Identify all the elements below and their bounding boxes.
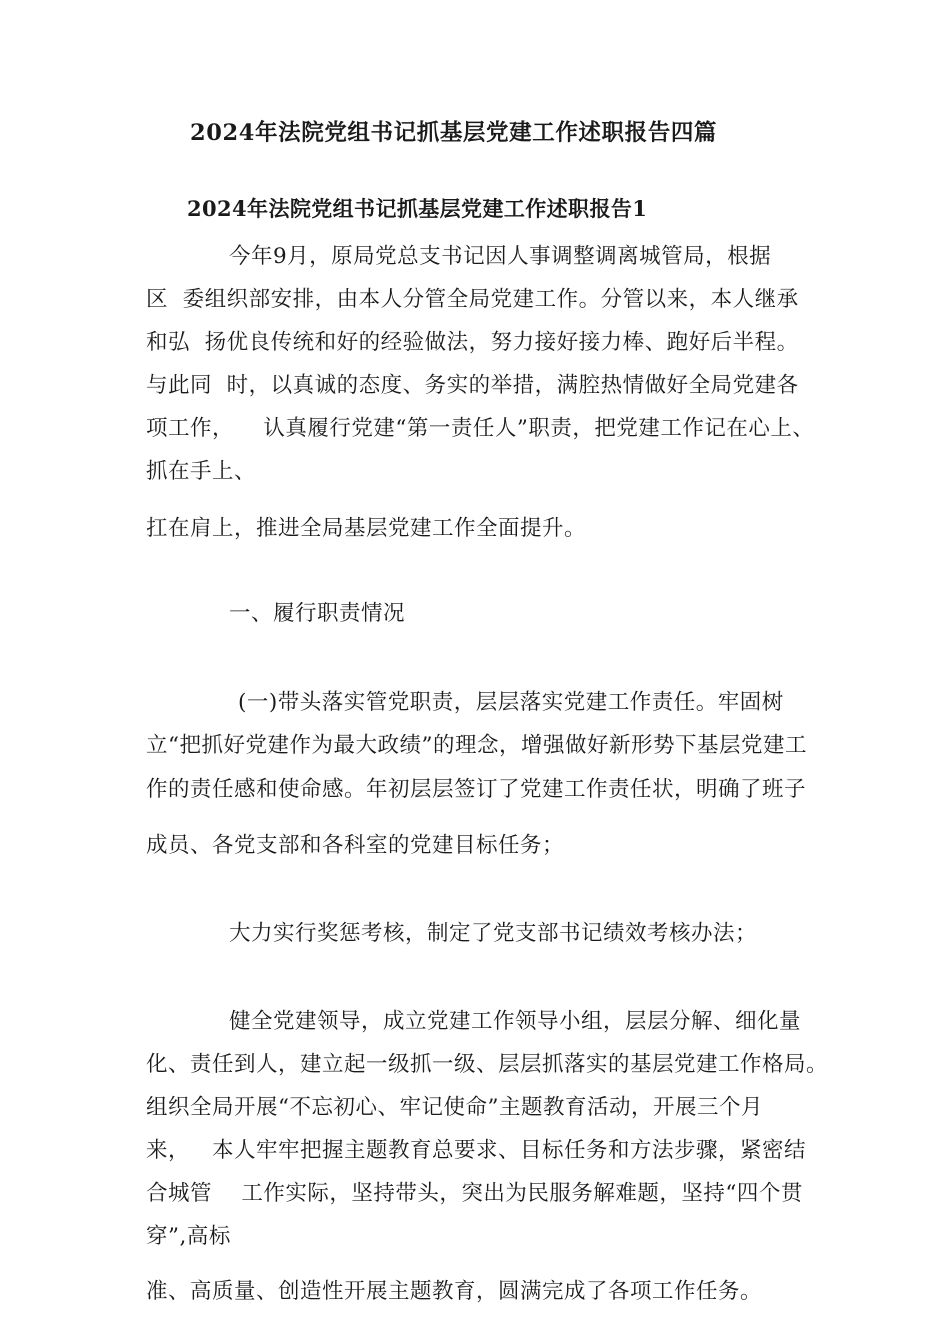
document-title: 2024年法院党组书记抓基层党建工作述职报告四篇 bbox=[190, 120, 718, 146]
paragraph-line: 来， 本人牢牢把握主题教育总要求、目标任务和方法步骤，紧密结 bbox=[146, 1138, 807, 1163]
paragraph-line: 立“把抓好党建作为最大政绩”的理念，增强做好新形势下基层党建工 bbox=[146, 733, 807, 758]
paragraph-line: 大力实行奖惩考核，制定了党支部书记绩效考核办法； bbox=[229, 921, 758, 946]
paragraph-line: 与此同 时，以真诚的态度、务实的举措，满腔热情做好全局党建各 bbox=[146, 373, 799, 398]
paragraph-line: 化、责任到人，建立起一级抓一级、层层抓落实的基层党建工作格局。 bbox=[146, 1052, 829, 1077]
paragraph-line: 合城管 工作实际，坚持带头，突出为民服务解难题，坚持“四个贯 bbox=[146, 1181, 803, 1206]
paragraph-line: (一)带头落实管党职责，层层落实党建工作责任。牢固树 bbox=[238, 690, 784, 715]
paragraph-line: 今年9月，原局党总支书记因人事调整调离城管局，根据 bbox=[229, 244, 772, 269]
paragraph-line: 项工作， 认真履行党建“第一责任人”职责，把党建工作记在心上、 bbox=[146, 416, 815, 441]
paragraph-line: 区 委组织部安排，由本人分管全局党建工作。分管以来，本人继承 bbox=[146, 287, 799, 312]
paragraph-line: 和弘 扬优良传统和好的经验做法，努力接好接力棒、跑好后半程。 bbox=[146, 330, 799, 355]
section-heading: 一、履行职责情况 bbox=[229, 601, 406, 626]
paragraph-line: 抓在手上、 bbox=[146, 459, 257, 484]
document-subtitle: 2024年法院党组书记抓基层党建工作述职报告1 bbox=[187, 196, 648, 221]
paragraph-line: 扛在肩上，推进全局基层党建工作全面提升。 bbox=[146, 516, 587, 541]
paragraph-line: 穿”,高标 bbox=[146, 1224, 231, 1249]
paragraph-line: 准、高质量、创造性开展主题教育，圆满完成了各项工作任务。 bbox=[146, 1279, 763, 1304]
paragraph-line: 健全党建领导，成立党建工作领导小组，层层分解、细化量 bbox=[229, 1009, 802, 1034]
paragraph-line: 成员、各党支部和各科室的党建目标任务； bbox=[146, 833, 565, 858]
paragraph-line: 作的责任感和使命感。年初层层签订了党建工作责任状，明确了班子 bbox=[146, 777, 807, 802]
paragraph-line: 组织全局开展“不忘初心、牢记使命”主题教育活动，开展三个月 bbox=[146, 1095, 763, 1120]
